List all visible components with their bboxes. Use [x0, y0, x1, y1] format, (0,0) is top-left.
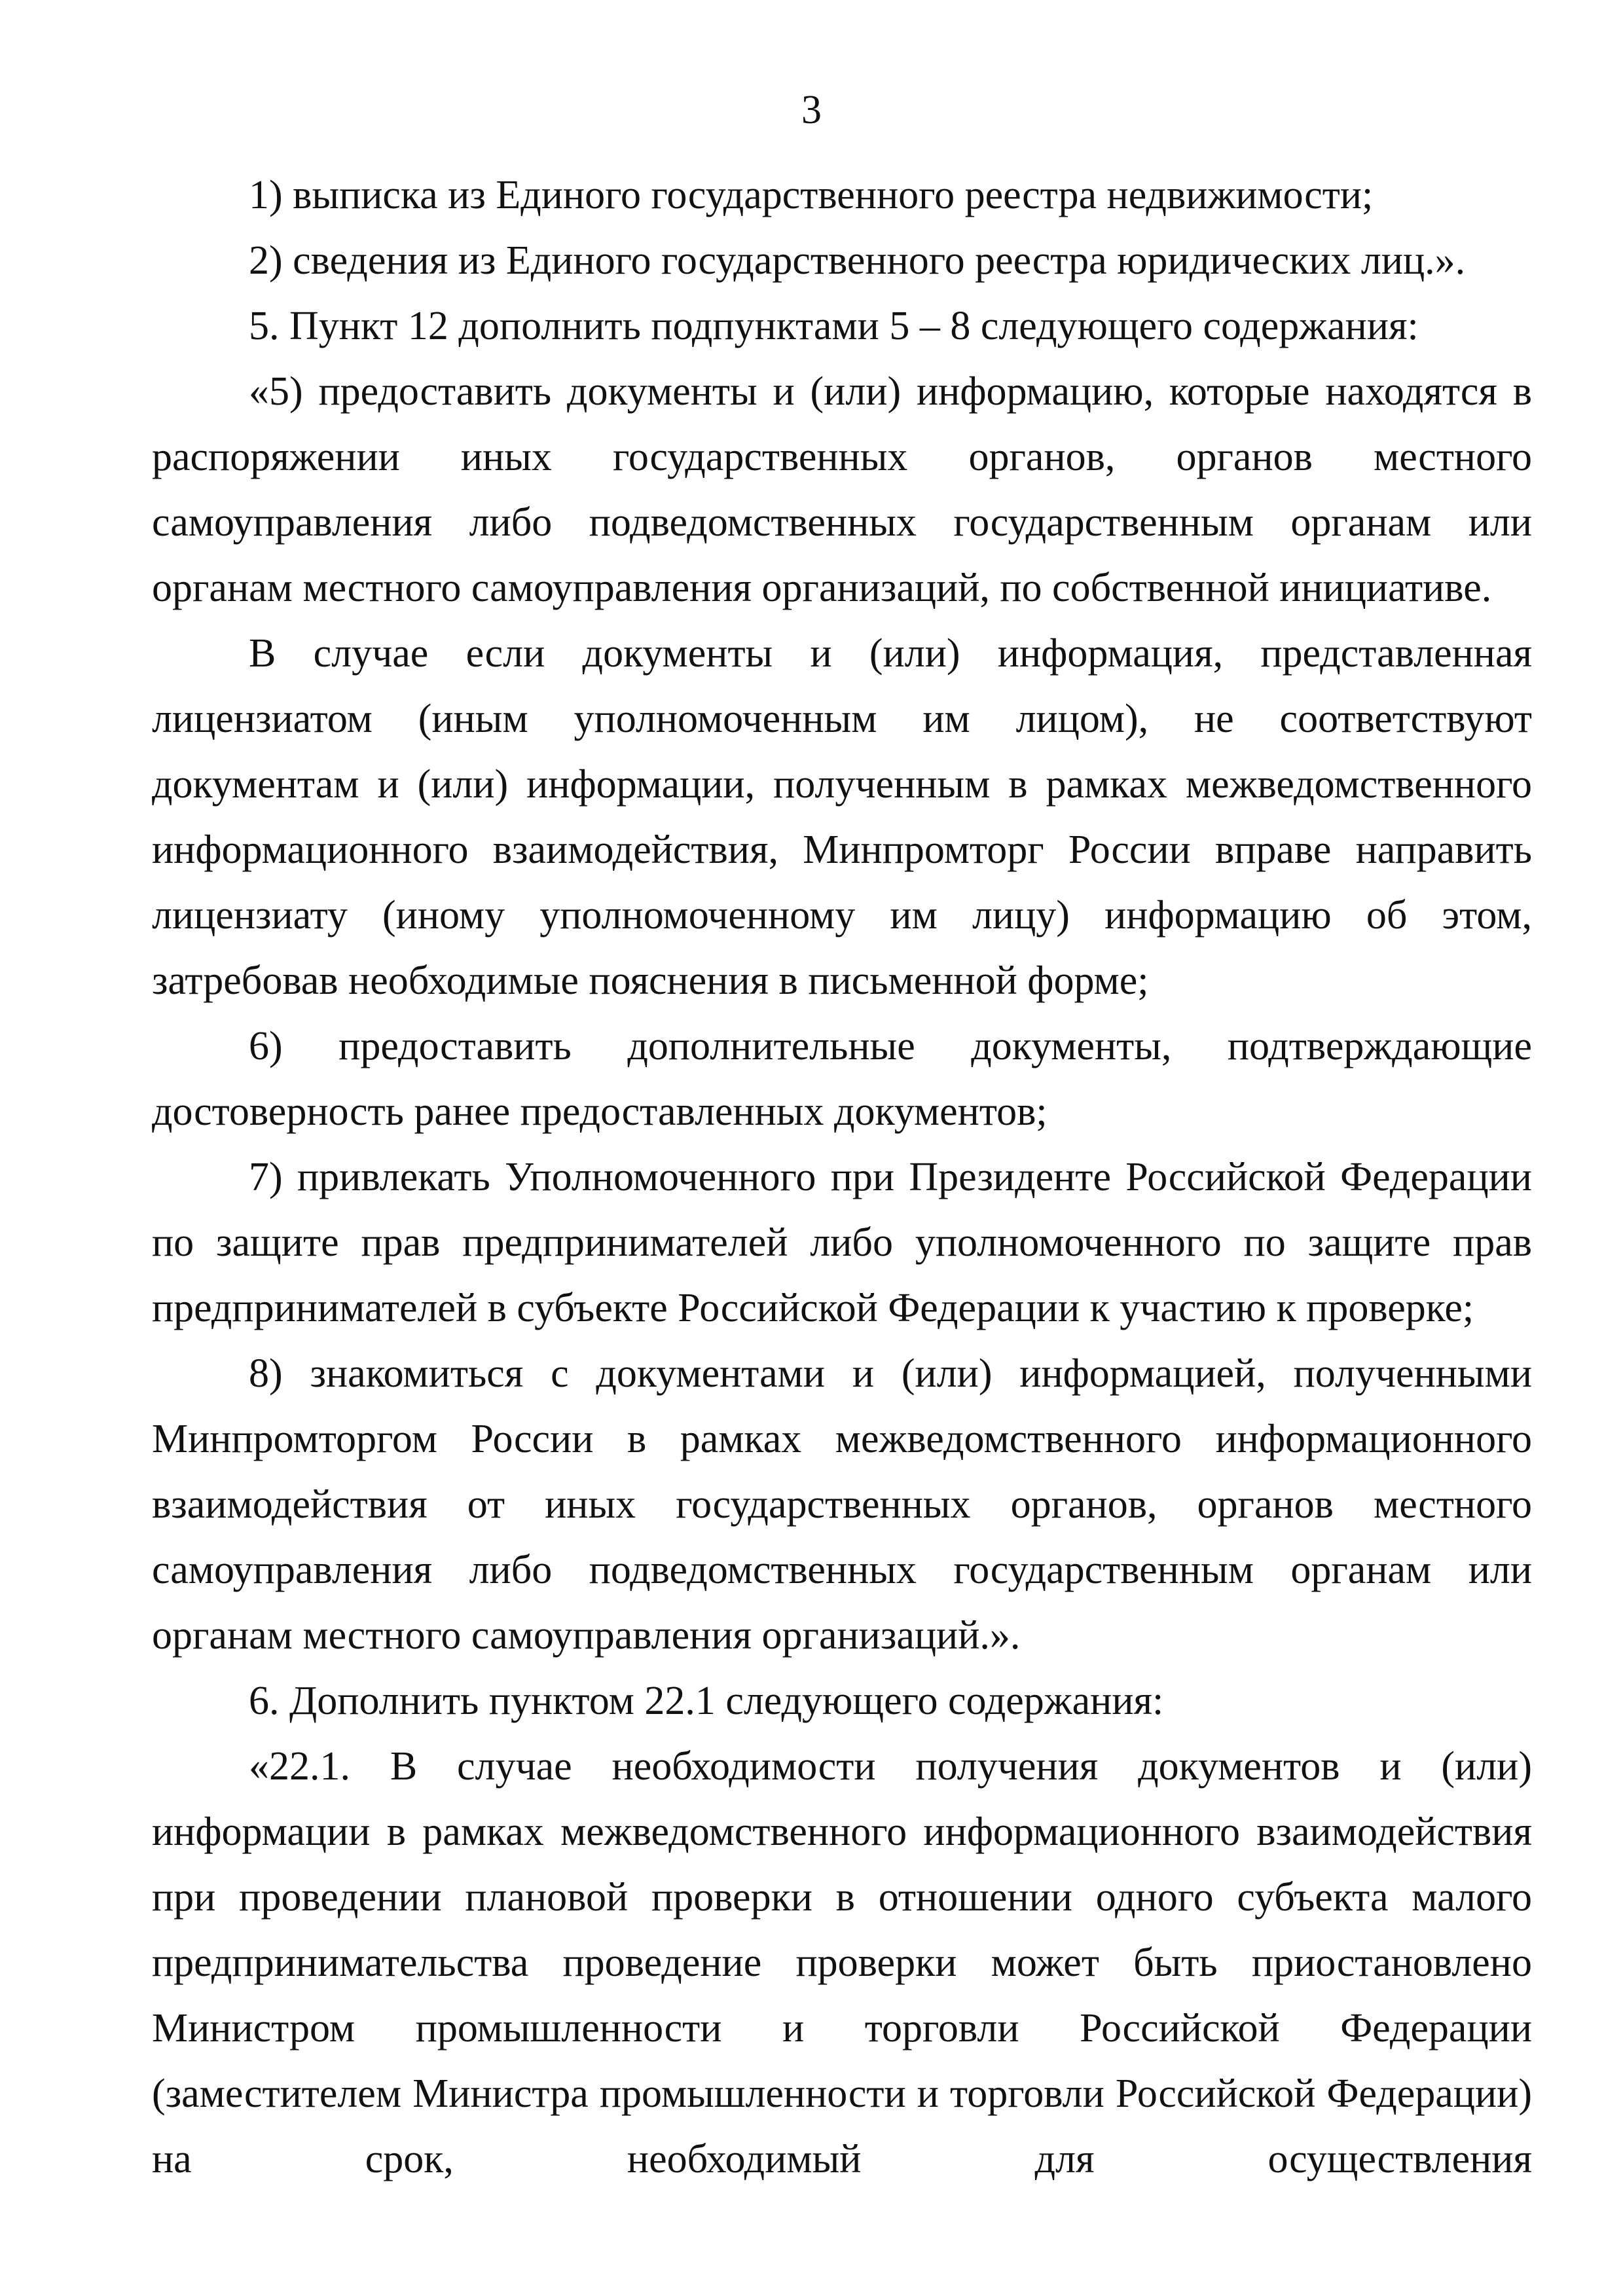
paragraph-point-22-1: «22.1. В случае необходимости получения документов и (или) информации в рамках межведомственного информационного взаимодействия при проведении плановой проверки в отношении одного субъекта малого предпринимательства проведение проверки может быть приостановлено Министром промышленности и торговли Российской Федерации (заместителем Министра промышленности и торговли Российской Федерации) на срок, необходимый для осуществления — [152, 1744, 1532, 2181]
document-body — [152, 162, 1532, 2192]
paragraph-point-6: 6. Дополнить пунктом 22.1 следующего содержания: — [249, 1679, 1164, 1723]
paragraph-subpoint-8: 8) знакомиться с документами и (или) информацией, полученными Минпромторгом России в рамках межведомственного информационного взаимодействия от иных государственных органов, органов местного самоуправления либо подведомственных государственным органам или органам местного самоуправления организаций.». — [152, 1351, 1532, 1658]
paragraph-subpoint-6: 6) предоставить дополнительные документы, подтверждающие достоверность ранее предоставленных документов; — [152, 1024, 1532, 1134]
paragraph-discrepancy: В случае если документы и (или) информация, представленная лицензиатом (иным уполномоченным им лицом), не соответствуют документам и (или) информации, полученным в рамках межведомственного информационного взаимодействия, Минпромторг России вправе направить лицензиату (иному уполномоченному им лицу) информацию об этом, затребовав необходимые пояснения в письменной форме; — [152, 631, 1532, 1003]
paragraph-item-1: 1) выписка из Единого государственного реестра недвижимости; — [249, 173, 1374, 217]
paragraph-subpoint-5: «5) предоставить документы и (или) информацию, которые находятся в распоряжении иных государственных органов, органов местного самоуправления либо подведомственных государственным органам или органам местного самоуправления организаций, по собственной инициативе. — [152, 369, 1532, 610]
paragraph-item-2: 2) сведения из Единого государственного реестра юридических лиц.». — [249, 238, 1466, 283]
paragraph-subpoint-7: 7) привлекать Уполномоченного при Президенте Российской Федерации по защите прав предпринимателей либо уполномоченного по защите прав предпринимателей в субъекте Российской Федерации к участию к проверке; — [152, 1155, 1532, 1330]
page-number: 3 — [801, 88, 822, 132]
paragraph-point-5: 5. Пункт 12 дополнить подпунктами 5 – 8 следующего содержания: — [249, 304, 1419, 348]
